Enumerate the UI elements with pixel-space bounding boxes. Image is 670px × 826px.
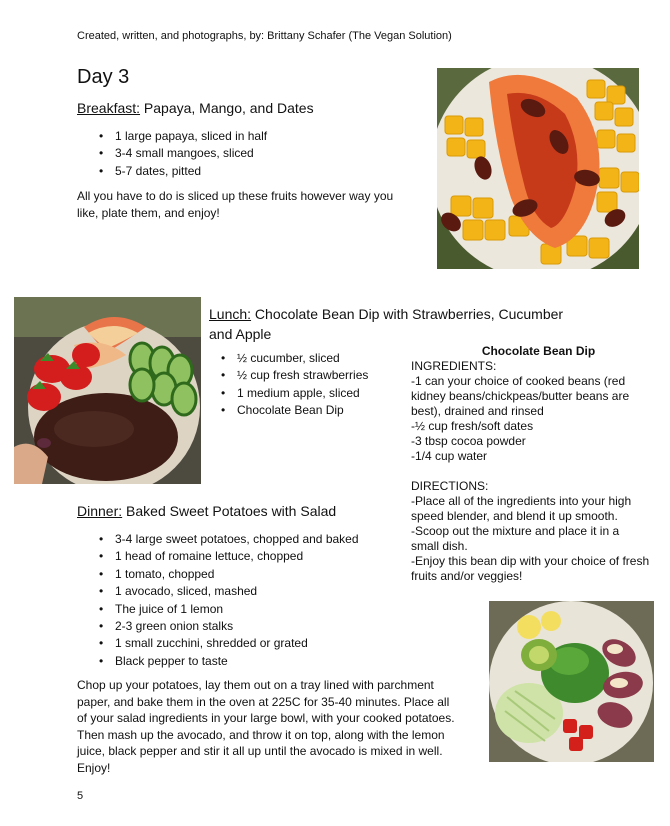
lunch-photo	[14, 297, 201, 484]
dinner-instructions: Chop up your potatoes, lay them out on a tray lined with parchment paper, and bake them in the oven at 225C for 35-40 minutes. Place all of your salad ingredients in your large bowl, with your cooked potatoes. Then mash up the avocado, and throw it on top, along with the lemon juice, black pepper and stir it all up until the avocado is mixed in well. Enjoy!	[77, 678, 455, 775]
breakfast-note: All you have to do is sliced up these fruits however way you like, plate them, and enjoy!	[77, 189, 394, 220]
credit-line: Created, written, and photographs, by: Brittany Schafer (The Vegan Solution)	[77, 30, 452, 42]
lunch-list	[199, 350, 409, 420]
list-item: • 1 head of romaine lettuce, chopped	[77, 548, 407, 565]
day-title: Day 3	[77, 66, 130, 88]
breakfast-list	[77, 128, 407, 180]
dinner-title: Baked Sweet Potatoes with Salad	[122, 503, 337, 519]
list-item: • 1 avocado, sliced, mashed	[77, 583, 407, 600]
breakfast-heading	[77, 100, 314, 116]
lunch-title: Chocolate Bean Dip with Strawberries, Cucumber	[251, 306, 564, 322]
list-item: • The juice of 1 lemon	[77, 601, 407, 618]
list-item: • 3-4 small mangoes, sliced	[77, 145, 407, 162]
list-item: • 1 large papaya, sliced in half	[77, 128, 407, 145]
list-item: • 5-7 dates, pitted	[77, 163, 407, 180]
list-item: • ½ cucumber, sliced	[199, 350, 409, 367]
recipe-title: Chocolate Bean Dip	[481, 344, 596, 358]
list-item: • Black pepper to taste	[77, 653, 407, 670]
list-item: • 1 small zucchini, shredded or grated	[77, 635, 407, 652]
lunch-label: Lunch:	[209, 306, 252, 322]
list-item: • 3-4 large sweet potatoes, chopped and baked	[77, 531, 407, 548]
dinner-photo	[489, 601, 654, 762]
recipe-block: Chocolate Bean Dip INGREDIENTS: -1 can your choice of cooked beans (red kidney beans/chickpeas/butter beans are best), drained and rinsed -½ cup fresh/soft dates -3 tbsp cocoa powder -1/4 cup water DIRECTIONS: -Place all of the ingredients into your high speed blender, and blend it up smooth. -Scoop out the mixture and place it in a small dish. -Enjoy this bean dip with your choice of fresh fruits and/or veggies!	[411, 344, 666, 584]
dinner-heading	[77, 503, 336, 519]
list-item: • Chocolate Bean Dip	[199, 402, 409, 419]
dinner-list	[77, 531, 407, 670]
breakfast-label: Breakfast:	[77, 100, 141, 116]
ingredients-label: INGREDIENTS:	[411, 359, 497, 373]
lunch-heading: Lunch: Chocolate Bean Dip with Strawberries, Cucumber and Apple	[209, 306, 564, 342]
list-item: • 2-3 green onion stalks	[77, 618, 407, 635]
list-item: • 1 tomato, chopped	[77, 566, 407, 583]
breakfast-title: Papaya, Mango, and Dates	[140, 100, 314, 116]
page-number: 5	[77, 790, 84, 802]
directions-label: DIRECTIONS:	[411, 479, 489, 493]
dinner-label: Dinner:	[77, 503, 123, 519]
list-item: • ½ cup fresh strawberries	[199, 367, 409, 384]
breakfast-photo	[437, 68, 639, 269]
list-item: • 1 medium apple, sliced	[199, 385, 409, 402]
